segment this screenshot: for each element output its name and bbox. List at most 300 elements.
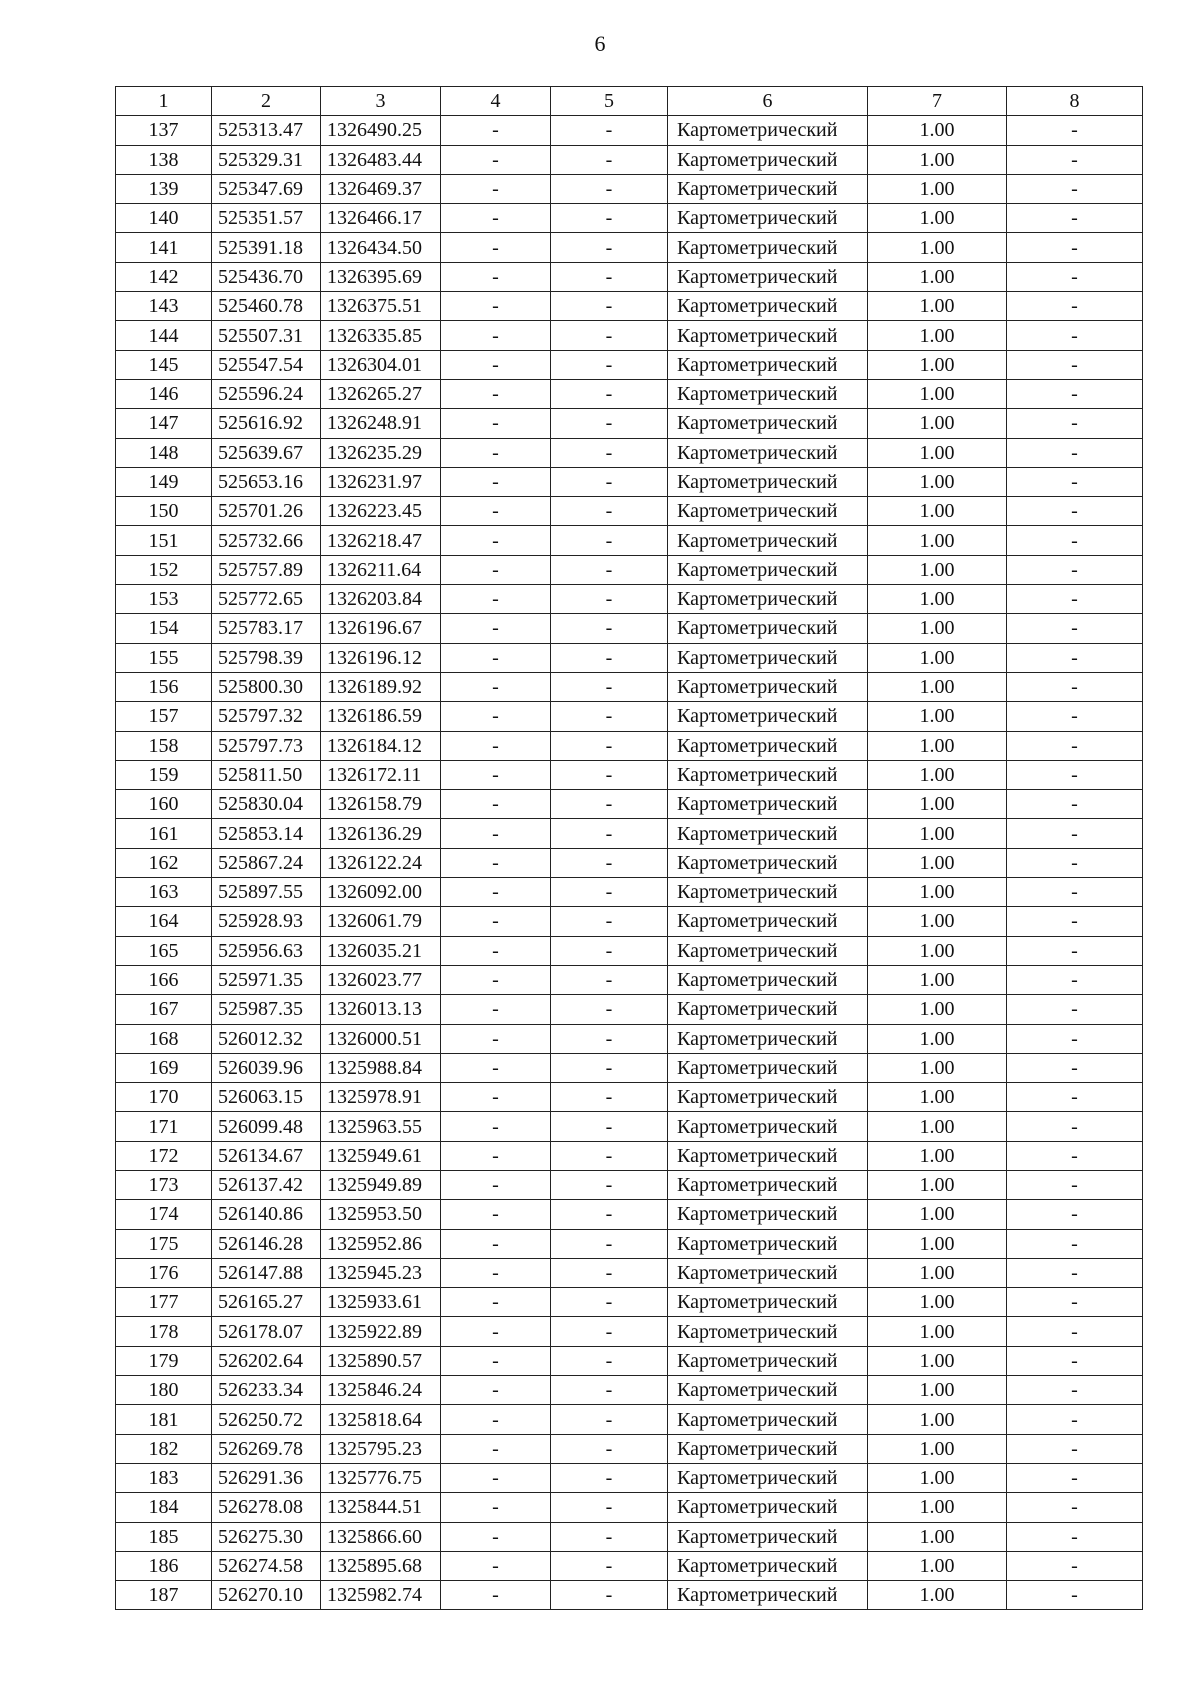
method: Картометрический	[668, 1522, 868, 1551]
point-number: 168	[116, 1024, 212, 1053]
x-coordinate: 526165.27	[212, 1288, 321, 1317]
x-coordinate: 525867.24	[212, 848, 321, 877]
column-4-value: -	[441, 1434, 551, 1463]
accuracy: 1.00	[868, 878, 1007, 907]
method: Картометрический	[668, 1463, 868, 1492]
method: Картометрический	[668, 848, 868, 877]
column-4-value: -	[441, 145, 551, 174]
accuracy: 1.00	[868, 819, 1007, 848]
y-coordinate: 1325982.74	[321, 1581, 441, 1610]
column-8-value: -	[1007, 350, 1143, 379]
accuracy: 1.00	[868, 497, 1007, 526]
method: Картометрический	[668, 585, 868, 614]
column-5-value: -	[551, 1376, 668, 1405]
column-4-value: -	[441, 1346, 551, 1375]
point-number: 151	[116, 526, 212, 555]
point-number: 174	[116, 1200, 212, 1229]
column-8-value: -	[1007, 907, 1143, 936]
table-row	[116, 350, 1143, 379]
point-number: 147	[116, 409, 212, 438]
method: Картометрический	[668, 321, 868, 350]
column-8-value: -	[1007, 145, 1143, 174]
column-4-value: -	[441, 555, 551, 584]
table-row	[116, 497, 1143, 526]
point-number: 150	[116, 497, 212, 526]
column-header: 6	[668, 87, 868, 116]
point-number: 180	[116, 1376, 212, 1405]
column-5-value: -	[551, 878, 668, 907]
y-coordinate: 1326186.59	[321, 702, 441, 731]
column-8-value: -	[1007, 1170, 1143, 1199]
column-4-value: -	[441, 321, 551, 350]
accuracy: 1.00	[868, 1405, 1007, 1434]
column-5-value: -	[551, 1024, 668, 1053]
column-5-value: -	[551, 467, 668, 496]
table-row	[116, 1141, 1143, 1170]
column-4-value: -	[441, 467, 551, 496]
accuracy: 1.00	[868, 848, 1007, 877]
y-coordinate: 1326013.13	[321, 995, 441, 1024]
column-8-value: -	[1007, 116, 1143, 145]
y-coordinate: 1325963.55	[321, 1112, 441, 1141]
column-8-value: -	[1007, 1317, 1143, 1346]
point-number: 149	[116, 467, 212, 496]
table-row	[116, 379, 1143, 408]
column-8-value: -	[1007, 702, 1143, 731]
method: Картометрический	[668, 1434, 868, 1463]
x-coordinate: 526137.42	[212, 1170, 321, 1199]
y-coordinate: 1326466.17	[321, 204, 441, 233]
column-4-value: -	[441, 1083, 551, 1112]
method: Картометрический	[668, 731, 868, 760]
column-8-value: -	[1007, 731, 1143, 760]
y-coordinate: 1325795.23	[321, 1434, 441, 1463]
column-8-value: -	[1007, 321, 1143, 350]
x-coordinate: 526146.28	[212, 1229, 321, 1258]
table-row	[116, 936, 1143, 965]
x-coordinate: 525798.39	[212, 643, 321, 672]
column-5-value: -	[551, 438, 668, 467]
column-5-value: -	[551, 1288, 668, 1317]
point-number: 177	[116, 1288, 212, 1317]
point-number: 153	[116, 585, 212, 614]
column-5-value: -	[551, 585, 668, 614]
table-row	[116, 1434, 1143, 1463]
y-coordinate: 1326061.79	[321, 907, 441, 936]
table-body	[116, 116, 1143, 1610]
table-row	[116, 116, 1143, 145]
x-coordinate: 525853.14	[212, 819, 321, 848]
table-row	[116, 204, 1143, 233]
column-5-value: -	[551, 848, 668, 877]
column-5-value: -	[551, 262, 668, 291]
method: Картометрический	[668, 1053, 868, 1082]
y-coordinate: 1326035.21	[321, 936, 441, 965]
accuracy: 1.00	[868, 292, 1007, 321]
column-header: 2	[212, 87, 321, 116]
method: Картометрический	[668, 204, 868, 233]
point-number: 148	[116, 438, 212, 467]
x-coordinate: 526275.30	[212, 1522, 321, 1551]
table-row	[116, 1493, 1143, 1522]
accuracy: 1.00	[868, 262, 1007, 291]
column-8-value: -	[1007, 848, 1143, 877]
table-row	[116, 555, 1143, 584]
column-4-value: -	[441, 907, 551, 936]
x-coordinate: 525596.24	[212, 379, 321, 408]
accuracy: 1.00	[868, 526, 1007, 555]
point-number: 145	[116, 350, 212, 379]
method: Картометрический	[668, 760, 868, 789]
table-row	[116, 760, 1143, 789]
method: Картометрический	[668, 292, 868, 321]
method: Картометрический	[668, 1083, 868, 1112]
column-4-value: -	[441, 1317, 551, 1346]
column-8-value: -	[1007, 1551, 1143, 1580]
column-4-value: -	[441, 672, 551, 701]
y-coordinate: 1325866.60	[321, 1522, 441, 1551]
column-5-value: -	[551, 1053, 668, 1082]
x-coordinate: 525757.89	[212, 555, 321, 584]
column-5-value: -	[551, 1317, 668, 1346]
column-8-value: -	[1007, 672, 1143, 701]
table-row	[116, 1376, 1143, 1405]
method: Картометрический	[668, 1405, 868, 1434]
table-row	[116, 1053, 1143, 1082]
table-row	[116, 262, 1143, 291]
accuracy: 1.00	[868, 1346, 1007, 1375]
table-row	[116, 1522, 1143, 1551]
table-row	[116, 995, 1143, 1024]
method: Картометрический	[668, 526, 868, 555]
method: Картометрический	[668, 1493, 868, 1522]
column-8-value: -	[1007, 1229, 1143, 1258]
column-4-value: -	[441, 1200, 551, 1229]
column-8-value: -	[1007, 174, 1143, 203]
x-coordinate: 525830.04	[212, 790, 321, 819]
x-coordinate: 525971.35	[212, 965, 321, 994]
column-header: 5	[551, 87, 668, 116]
column-8-value: -	[1007, 790, 1143, 819]
column-4-value: -	[441, 526, 551, 555]
point-number: 157	[116, 702, 212, 731]
y-coordinate: 1326189.92	[321, 672, 441, 701]
accuracy: 1.00	[868, 438, 1007, 467]
column-5-value: -	[551, 907, 668, 936]
point-number: 185	[116, 1522, 212, 1551]
table-row	[116, 1024, 1143, 1053]
column-8-value: -	[1007, 1053, 1143, 1082]
table-row	[116, 585, 1143, 614]
column-4-value: -	[441, 292, 551, 321]
accuracy: 1.00	[868, 379, 1007, 408]
point-number: 155	[116, 643, 212, 672]
point-number: 175	[116, 1229, 212, 1258]
column-5-value: -	[551, 1200, 668, 1229]
accuracy: 1.00	[868, 145, 1007, 174]
column-4-value: -	[441, 1229, 551, 1258]
column-4-value: -	[441, 1551, 551, 1580]
column-5-value: -	[551, 702, 668, 731]
column-5-value: -	[551, 790, 668, 819]
y-coordinate: 1326196.12	[321, 643, 441, 672]
column-8-value: -	[1007, 262, 1143, 291]
point-number: 179	[116, 1346, 212, 1375]
column-4-value: -	[441, 936, 551, 965]
accuracy: 1.00	[868, 1434, 1007, 1463]
accuracy: 1.00	[868, 643, 1007, 672]
column-8-value: -	[1007, 1112, 1143, 1141]
accuracy: 1.00	[868, 174, 1007, 203]
table-row	[116, 526, 1143, 555]
method: Картометрический	[668, 995, 868, 1024]
header-row	[116, 87, 1143, 116]
point-number: 142	[116, 262, 212, 291]
column-8-value: -	[1007, 585, 1143, 614]
column-8-value: -	[1007, 526, 1143, 555]
column-5-value: -	[551, 672, 668, 701]
column-5-value: -	[551, 995, 668, 1024]
accuracy: 1.00	[868, 1170, 1007, 1199]
column-5-value: -	[551, 1405, 668, 1434]
column-4-value: -	[441, 116, 551, 145]
point-number: 139	[116, 174, 212, 203]
column-5-value: -	[551, 497, 668, 526]
table-row	[116, 848, 1143, 877]
point-number: 165	[116, 936, 212, 965]
accuracy: 1.00	[868, 1053, 1007, 1082]
column-5-value: -	[551, 1463, 668, 1492]
column-4-value: -	[441, 760, 551, 789]
column-8-value: -	[1007, 1463, 1143, 1492]
method: Картометрический	[668, 379, 868, 408]
method: Картометрический	[668, 643, 868, 672]
method: Картометрический	[668, 1200, 868, 1229]
y-coordinate: 1326490.25	[321, 116, 441, 145]
y-coordinate: 1326375.51	[321, 292, 441, 321]
accuracy: 1.00	[868, 907, 1007, 936]
y-coordinate: 1326172.11	[321, 760, 441, 789]
y-coordinate: 1325846.24	[321, 1376, 441, 1405]
method: Картометрический	[668, 555, 868, 584]
column-4-value: -	[441, 1024, 551, 1053]
point-number: 140	[116, 204, 212, 233]
column-8-value: -	[1007, 760, 1143, 789]
point-number: 184	[116, 1493, 212, 1522]
x-coordinate: 525436.70	[212, 262, 321, 291]
column-5-value: -	[551, 643, 668, 672]
table-row	[116, 731, 1143, 760]
column-8-value: -	[1007, 1376, 1143, 1405]
y-coordinate: 1326211.64	[321, 555, 441, 584]
point-number: 171	[116, 1112, 212, 1141]
x-coordinate: 525928.93	[212, 907, 321, 936]
method: Картометрический	[668, 1317, 868, 1346]
column-header: 4	[441, 87, 551, 116]
column-5-value: -	[551, 321, 668, 350]
column-5-value: -	[551, 174, 668, 203]
column-8-value: -	[1007, 233, 1143, 262]
column-8-value: -	[1007, 878, 1143, 907]
accuracy: 1.00	[868, 614, 1007, 643]
table-row	[116, 1317, 1143, 1346]
accuracy: 1.00	[868, 1463, 1007, 1492]
page-number: 6	[594, 31, 606, 56]
accuracy: 1.00	[868, 585, 1007, 614]
point-number: 166	[116, 965, 212, 994]
y-coordinate: 1326483.44	[321, 145, 441, 174]
x-coordinate: 526140.86	[212, 1200, 321, 1229]
column-5-value: -	[551, 145, 668, 174]
x-coordinate: 525797.32	[212, 702, 321, 731]
method: Картометрический	[668, 1258, 868, 1287]
column-5-value: -	[551, 526, 668, 555]
column-8-value: -	[1007, 379, 1143, 408]
column-8-value: -	[1007, 936, 1143, 965]
table-row	[116, 409, 1143, 438]
table-row	[116, 1229, 1143, 1258]
y-coordinate: 1325988.84	[321, 1053, 441, 1082]
column-8-value: -	[1007, 995, 1143, 1024]
accuracy: 1.00	[868, 1141, 1007, 1170]
y-coordinate: 1325949.89	[321, 1170, 441, 1199]
method: Картометрический	[668, 965, 868, 994]
method: Картометрический	[668, 1551, 868, 1580]
column-header: 8	[1007, 87, 1143, 116]
accuracy: 1.00	[868, 1376, 1007, 1405]
x-coordinate: 525797.73	[212, 731, 321, 760]
method: Картометрический	[668, 145, 868, 174]
method: Картометрический	[668, 1346, 868, 1375]
point-number: 181	[116, 1405, 212, 1434]
x-coordinate: 526178.07	[212, 1317, 321, 1346]
point-number: 152	[116, 555, 212, 584]
x-coordinate: 525460.78	[212, 292, 321, 321]
column-5-value: -	[551, 936, 668, 965]
table-row	[116, 1200, 1143, 1229]
accuracy: 1.00	[868, 321, 1007, 350]
accuracy: 1.00	[868, 1229, 1007, 1258]
column-8-value: -	[1007, 1434, 1143, 1463]
x-coordinate: 526147.88	[212, 1258, 321, 1287]
column-4-value: -	[441, 233, 551, 262]
accuracy: 1.00	[868, 1551, 1007, 1580]
table-row	[116, 702, 1143, 731]
column-5-value: -	[551, 1141, 668, 1170]
column-8-value: -	[1007, 1141, 1143, 1170]
table-row	[116, 1463, 1143, 1492]
method: Картометрический	[668, 116, 868, 145]
y-coordinate: 1325818.64	[321, 1405, 441, 1434]
column-5-value: -	[551, 1551, 668, 1580]
column-5-value: -	[551, 1112, 668, 1141]
column-5-value: -	[551, 1258, 668, 1287]
x-coordinate: 526202.64	[212, 1346, 321, 1375]
column-5-value: -	[551, 1581, 668, 1610]
accuracy: 1.00	[868, 760, 1007, 789]
column-8-value: -	[1007, 1405, 1143, 1434]
table-row	[116, 1405, 1143, 1434]
column-5-value: -	[551, 379, 668, 408]
column-8-value: -	[1007, 292, 1143, 321]
y-coordinate: 1326335.85	[321, 321, 441, 350]
method: Картометрический	[668, 262, 868, 291]
y-coordinate: 1325978.91	[321, 1083, 441, 1112]
y-coordinate: 1326092.00	[321, 878, 441, 907]
table-row	[116, 672, 1143, 701]
accuracy: 1.00	[868, 1024, 1007, 1053]
method: Картометрический	[668, 1141, 868, 1170]
column-8-value: -	[1007, 819, 1143, 848]
point-number: 161	[116, 819, 212, 848]
accuracy: 1.00	[868, 555, 1007, 584]
method: Картометрический	[668, 350, 868, 379]
column-8-value: -	[1007, 438, 1143, 467]
point-number: 163	[116, 878, 212, 907]
y-coordinate: 1325949.61	[321, 1141, 441, 1170]
column-8-value: -	[1007, 614, 1143, 643]
point-number: 173	[116, 1170, 212, 1199]
x-coordinate: 525897.55	[212, 878, 321, 907]
x-coordinate: 525616.92	[212, 409, 321, 438]
column-5-value: -	[551, 1229, 668, 1258]
point-number: 178	[116, 1317, 212, 1346]
column-4-value: -	[441, 819, 551, 848]
column-4-value: -	[441, 204, 551, 233]
column-4-value: -	[441, 965, 551, 994]
table-row	[116, 292, 1143, 321]
column-4-value: -	[441, 585, 551, 614]
column-header: 7	[868, 87, 1007, 116]
accuracy: 1.00	[868, 467, 1007, 496]
column-4-value: -	[441, 1376, 551, 1405]
table-row	[116, 145, 1143, 174]
y-coordinate: 1326304.01	[321, 350, 441, 379]
y-coordinate: 1325844.51	[321, 1493, 441, 1522]
point-number: 172	[116, 1141, 212, 1170]
column-4-value: -	[441, 614, 551, 643]
x-coordinate: 525547.54	[212, 350, 321, 379]
table-row	[116, 1581, 1143, 1610]
table-row	[116, 819, 1143, 848]
column-5-value: -	[551, 1170, 668, 1199]
method: Картометрический	[668, 438, 868, 467]
accuracy: 1.00	[868, 965, 1007, 994]
column-header: 3	[321, 87, 441, 116]
column-8-value: -	[1007, 467, 1143, 496]
y-coordinate: 1326203.84	[321, 585, 441, 614]
column-4-value: -	[441, 1463, 551, 1492]
table-row	[116, 1170, 1143, 1199]
x-coordinate: 526134.67	[212, 1141, 321, 1170]
table-row	[116, 233, 1143, 262]
column-4-value: -	[441, 1112, 551, 1141]
table-row	[116, 1288, 1143, 1317]
accuracy: 1.00	[868, 672, 1007, 701]
method: Картометрический	[668, 1112, 868, 1141]
column-5-value: -	[551, 292, 668, 321]
method: Картометрический	[668, 1288, 868, 1317]
table-row	[116, 643, 1143, 672]
y-coordinate: 1325922.89	[321, 1317, 441, 1346]
accuracy: 1.00	[868, 1581, 1007, 1610]
x-coordinate: 525313.47	[212, 116, 321, 145]
y-coordinate: 1326434.50	[321, 233, 441, 262]
column-8-value: -	[1007, 965, 1143, 994]
x-coordinate: 525956.63	[212, 936, 321, 965]
y-coordinate: 1326231.97	[321, 467, 441, 496]
column-4-value: -	[441, 497, 551, 526]
